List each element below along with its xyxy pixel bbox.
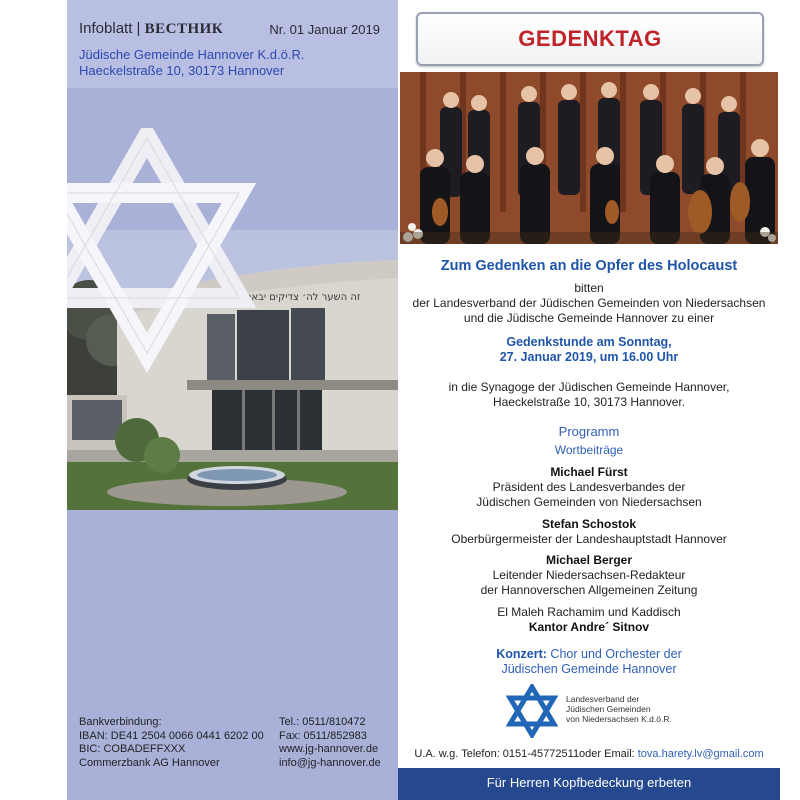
concert-label: Konzert:	[496, 647, 547, 661]
invite-line-1: bitten	[574, 281, 604, 295]
publication-title	[79, 20, 223, 38]
vestnik-label: ВЕСТНИК	[144, 21, 224, 37]
logo-text-line-2: Jüdischen Gemeinden	[566, 704, 651, 714]
organization-name: Jüdische Gemeinde Hannover K.d.ö.R.	[79, 47, 305, 62]
headline: Zum Gedenken an die Opfer des Holocaust	[440, 258, 738, 274]
concert-line-1	[398, 647, 780, 661]
logo-text-line-3: von Niedersachsen K.d.ö.R.	[566, 714, 672, 724]
star-of-david-icon	[67, 128, 267, 378]
website-link[interactable]: www.jg-hannover.de	[279, 743, 379, 755]
cantor-name: Kantor Andre´ Sitnov	[528, 620, 650, 634]
email-link[interactable]: info@jg-hannover.de	[279, 756, 381, 769]
rsvp-line	[398, 748, 780, 760]
choir-orchestra-photo	[400, 72, 778, 244]
bic: BIC: COBADEFFXXX	[79, 743, 186, 755]
speaker-2-role: Oberbürgermeister der Landeshauptstadt Hannover	[451, 532, 727, 546]
invitation-panel	[398, 0, 780, 800]
headwear-notice: Für Herren Kopfbedeckung erbeten	[486, 775, 692, 790]
event-line-2: 27. Januar 2019, um 16.00 Uhr	[499, 350, 679, 364]
programm-heading: Programm	[558, 424, 620, 439]
rsvp-text: U.A. w.g. Telefon: 0151-45772511oder Email:	[414, 748, 638, 760]
bank-title: Bankverbindung:	[79, 716, 162, 728]
concert-line-2: Jüdischen Gemeinde Hannover	[501, 662, 677, 676]
speaker-3-role-1: Leitender Niedersachsen-Redakteur	[492, 568, 686, 582]
event-line-1: Gedenkstunde am Sonntag,	[506, 335, 672, 349]
page-title: GEDENKTAG	[518, 26, 662, 51]
concert-text: Chor und Orchester der	[546, 647, 682, 661]
iban: IBAN: DE41 2504 0066 0441 6202 00	[79, 729, 264, 742]
wortbeitraege-heading: Wortbeiträge	[554, 443, 624, 457]
newsletter-cover-panel	[67, 0, 398, 800]
speaker-1-role-1: Präsident des Landesverbandes der	[492, 480, 686, 494]
location-line-1: in die Synagoge der Jüdischen Gemeinde Hannover,	[448, 380, 730, 394]
logo-text-line-1: Landesverband der	[566, 694, 640, 704]
logo-text	[566, 694, 672, 724]
speaker-3-name: Michael Berger	[545, 553, 633, 567]
prayer-line: El Maleh Rachamim und Kaddisch	[497, 605, 681, 619]
star-of-david-logo-icon	[506, 684, 558, 738]
synagogue-inscription: זה השער לה׳ צדיקים יבאו בו	[237, 292, 361, 303]
bank-details	[79, 716, 264, 770]
invite-line-3: und die Jüdische Gemeinde Hannover zu einer	[463, 311, 715, 325]
organization-address: Haeckelstraße 10, 30173 Hannover	[79, 63, 285, 78]
telephone: Tel.: 0511/810472	[279, 716, 366, 728]
fax: Fax: 0511/852983	[279, 729, 367, 742]
invite-line-2: der Landesverband der Jüdischen Gemeinden von Niedersachsen	[412, 296, 766, 310]
title-banner	[416, 12, 764, 66]
speaker-2-name: Stefan Schostok	[541, 517, 637, 531]
issue-number: Nr. 01 Januar 2019	[269, 22, 380, 37]
location-line-2: Haeckelstraße 10, 30173 Hannover.	[492, 395, 686, 409]
speaker-1-name: Michael Fürst	[550, 465, 628, 479]
infoblatt-label: Infoblatt |	[79, 20, 141, 37]
speaker-3-role-2: der Hannoverschen Allgemeinen Zeitung	[480, 583, 698, 597]
rsvp-email-link[interactable]: tova.harety.lv@gmail.com	[637, 748, 764, 760]
headwear-notice-bar	[398, 768, 780, 800]
contact-details	[279, 716, 381, 770]
speaker-1-role-2: Jüdischen Gemeinden von Niedersachsen	[476, 495, 702, 509]
bank-name: Commerzbank AG Hannover	[79, 756, 220, 769]
